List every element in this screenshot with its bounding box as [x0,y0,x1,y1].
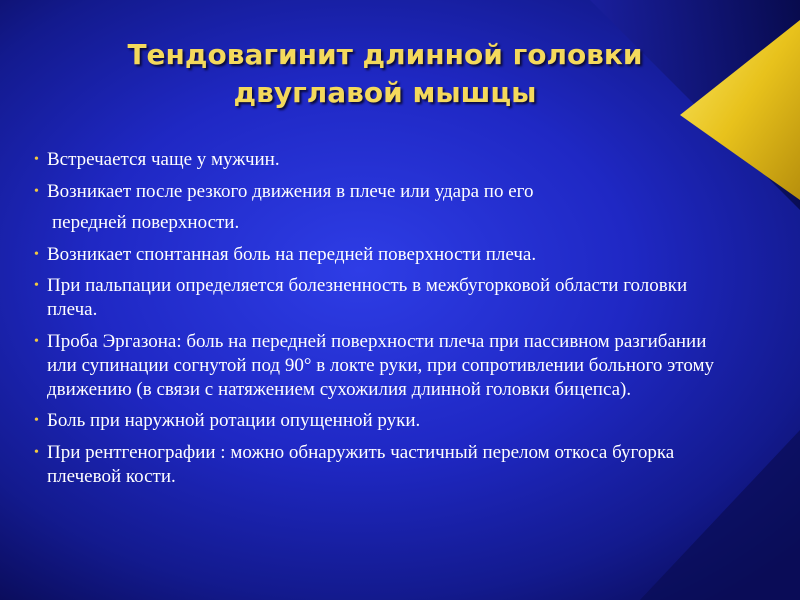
bullet-marker: • [34,413,39,428]
bullet-item [34,180,724,236]
bullet-list [34,148,724,496]
bullet-item [34,409,724,433]
title-line-1: Тендовагинит длинной головки [127,38,643,71]
bullet-text: Возникает спонтанная боль на передней поверхности плеча. [47,243,537,265]
bullet-item [34,243,724,267]
bullet-item [34,148,724,172]
bullet-marker: • [34,183,39,199]
bullet-item [34,441,724,489]
bullet-text: При пальпации определяется болезненность в межбугорковой области головки плеча. [47,275,688,320]
bullet-item [34,274,724,322]
bullet-text: При рентгенографии : можно обнаружить частичный перелом откоса бугорка плечевой кости. [47,441,675,487]
bullet-marker: • [34,152,39,167]
bullet-text: Боль при наружной ротации опущенной руки. [47,410,421,431]
bullet-text: Встречается чаще у мужчин. [47,149,280,170]
bullet-text: Проба Эргазона: боль на передней поверхности плеча при пассивном разгибании или супинации согнутой под 90° в локте руки, при сопротивлении больного этому движению (в связи с натяжением сухожилия длинной головки бицепса). [47,330,714,400]
bullet-continuation-text: передней поверхности. [52,212,240,233]
bullet-marker: • [34,444,39,460]
slide-title [40,36,730,112]
bullet-marker: • [34,278,39,293]
bullet-marker: • [34,246,39,262]
bullet-item [34,330,724,402]
bullet-marker: • [34,333,39,349]
title-line-2: двуглавой мышцы [233,76,537,109]
bullet-text: Возникает после резкого движения в плече или удара по его [47,180,534,202]
